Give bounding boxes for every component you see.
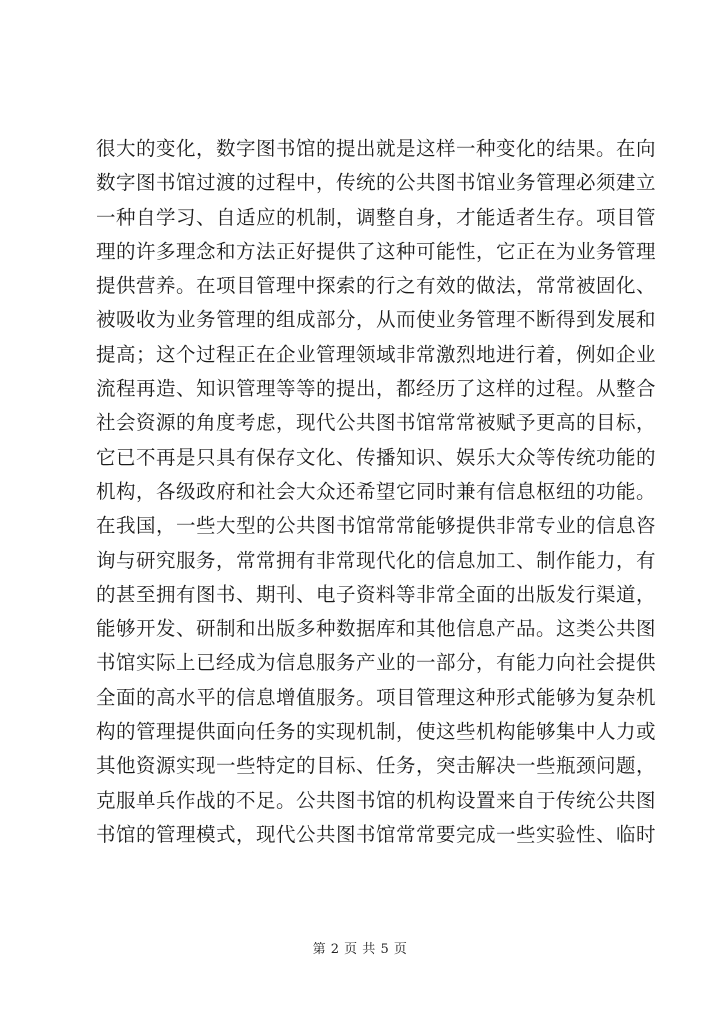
text-line: 书馆的管理模式，现代公共图书馆常常要完成一些实验性、临时 (96, 822, 657, 846)
text-line: 机构，各级政府和社会大众还希望它同时兼有信息枢纽的功能。 (96, 479, 657, 503)
text-line: 构的管理提供面向任务的实现机制，使这些机构能够集中人力或 (96, 720, 657, 744)
text-line: 它已不再是只具有保存文化、传播知识、娱乐大众等传统功能的 (96, 445, 657, 469)
text-line: 提高；这个过程正在企业管理领域非常激烈地进行着，例如企业 (96, 342, 657, 366)
text-line: 的甚至拥有图书、期刊、电子资料等非常全面的出版发行渠道， (96, 582, 657, 606)
text-line: 被吸收为业务管理的组成部分，从而使业务管理不断得到发展和 (96, 308, 657, 332)
text-line: 很大的变化，数字图书馆的提出就是这样一种变化的结果。在向 (96, 137, 657, 160)
text-line: 能够开发、研制和出版多种数据库和其他信息产品。这类公共图 (96, 617, 657, 641)
text-line: 全面的高水平的信息增值服务。项目管理这种形式能够为复杂机 (96, 685, 657, 709)
text-line: 数字图书馆过渡的过程中，传统的公共图书馆业务管理必须建立 (96, 171, 657, 195)
text-line: 社会资源的角度考虑，现代公共图书馆常常被赋予更高的目标， (96, 411, 657, 435)
text-line: 理的许多理念和方法正好提供了这种可能性，它正在为业务管理 (96, 239, 657, 263)
text-line: 书馆实际上已经成为信息服务产业的一部分，有能力向社会提供 (96, 651, 657, 675)
text-line: 克服单兵作战的不足。公共图书馆的机构设置来自于传统公共图 (96, 788, 657, 812)
body-text (96, 132, 657, 852)
page-footer: 第 2 页 共 5 页 (312, 942, 408, 957)
text-line: 提供营养。在项目管理中探索的行之有效的做法，常常被固化、 (96, 274, 657, 298)
text-line: 一种自学习、自适应的机制，调整自身，才能适者生存。项目管 (96, 205, 657, 229)
text-line: 在我国，一些大型的公共图书馆常常能够提供非常专业的信息咨 (96, 514, 657, 538)
text-line: 其他资源实现一些特定的目标、任务，突击解决一些瓶颈问题， (96, 754, 657, 778)
text-line: 流程再造、知识管理等等的提出，都经历了这样的过程。从整合 (96, 377, 657, 401)
text-line: 询与研究服务，常常拥有非常现代化的信息加工、制作能力，有 (96, 548, 657, 572)
